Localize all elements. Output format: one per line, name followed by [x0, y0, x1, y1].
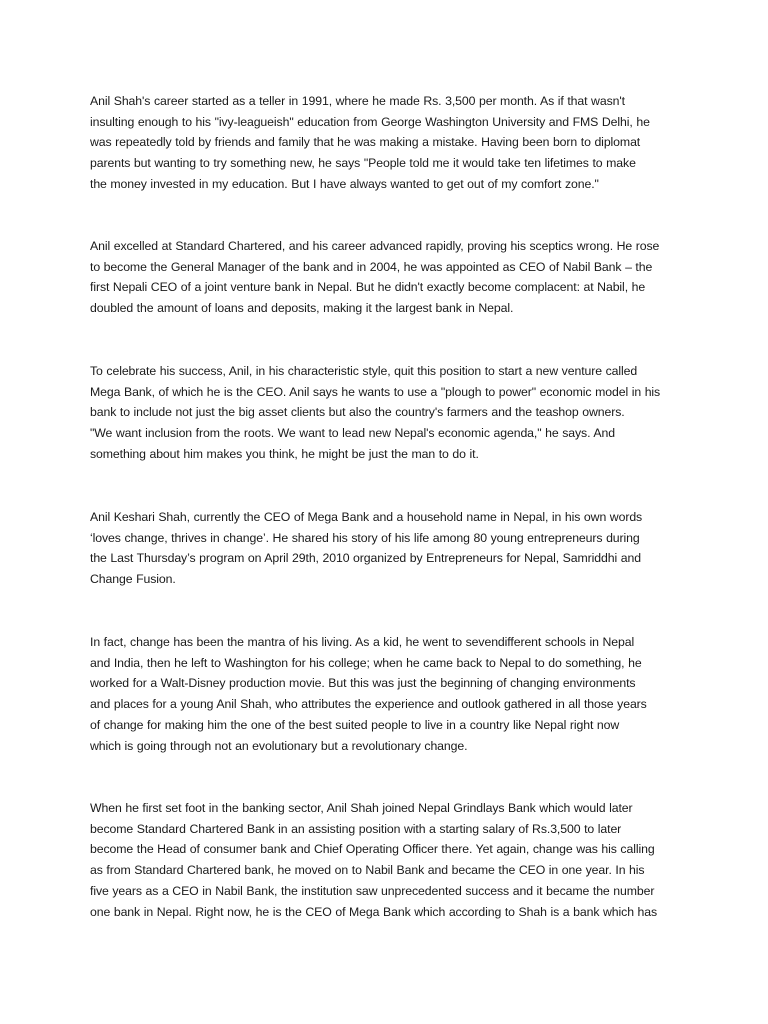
text-line: something about him makes you think, he might be just the man to do it. — [90, 446, 479, 461]
text-line: become the Head of consumer bank and Chief Operating Officer there. Yet again, change was his calling — [90, 842, 655, 857]
text-line: bank to include not just the big asset clients but also the country's farmers and the teashop owners. — [90, 405, 625, 420]
text-line: and places for a young Anil Shah, who attributes the experience and outlook gathered in all those years — [90, 697, 647, 712]
text-line: ‘loves change, thrives in change’. He shared his story of his life among 80 young entrepreneurs during — [90, 530, 640, 545]
text-line: Mega Bank, of which he is the CEO. Anil says he wants to use a "plough to power" economic model in his — [90, 384, 661, 399]
paragraph-mega-bank — [90, 361, 690, 465]
text-line: "We want inclusion from the roots. We want to lead new Nepal's economic agenda," he says. And — [90, 426, 615, 441]
paragraph-career-start — [90, 91, 690, 195]
text-line: Anil Keshari Shah, currently the CEO of Mega Bank and a household name in Nepal, in his own words — [90, 510, 643, 524]
text-line: as from Standard Chartered bank, he moved on to Nabil Bank and became the CEO in one year. In his — [90, 863, 645, 878]
text-line: was repeatedly told by friends and family that he was making a mistake. Having been born to diplomat — [90, 135, 641, 150]
text-line: Anil Shah's career started as a teller in 1991, where he made Rs. 3,500 per month. As if that wasn't — [90, 94, 625, 108]
text-line: of change for making him the one of the best suited people to live in a country like Nepal right now — [90, 717, 620, 732]
text-line: five years as a CEO in Nabil Bank, the institution saw unprecedented success and it became the number — [90, 883, 655, 898]
text-line: Anil excelled at Standard Chartered, and his career advanced rapidly, proving his sceptics wrong. He rose — [90, 239, 660, 253]
paragraph-standard-chartered — [90, 236, 690, 319]
paragraph-mantra-of-change — [90, 632, 690, 756]
text-line: Change Fusion. — [90, 572, 176, 587]
text-line: and India, then he left to Washington for his college; when he came back to Nepal to do something, he — [90, 655, 642, 670]
text-line: insulting enough to his "ivy-leagueish" education from George Washington University and FMS Delhi, he — [90, 114, 650, 129]
text-line: the money invested in my education. But I have always wanted to get out of my comfort zone." — [90, 176, 599, 191]
text-line: When he first set foot in the banking sector, Anil Shah joined Nepal Grindlays Bank which would later — [90, 801, 633, 815]
text-line: the Last Thursday’s program on April 29th, 2010 organized by Entrepreneurs for Nepal, Samriddhi and — [90, 551, 641, 566]
text-line: become Standard Chartered Bank in an assisting position with a starting salary of Rs.3,500 to later — [90, 821, 622, 836]
text-line: parents but wanting to try something new, he says "People told me it would take ten lifetimes to make — [90, 156, 636, 171]
text-line: to become the General Manager of the bank and in 2004, he was appointed as CEO of Nabil Bank – the — [90, 259, 653, 274]
paragraph-loves-change — [90, 507, 690, 590]
text-line: one bank in Nepal. Right now, he is the CEO of Mega Bank which according to Shah is a bank which has — [90, 904, 658, 919]
text-line: In fact, change has been the mantra of his living. As a kid, he went to sevendifferent schools in Nepal — [90, 635, 635, 649]
text-line: first Nepali CEO of a joint venture bank in Nepal. But he didn't exactly become complacent: at Nabil, he — [90, 280, 646, 295]
text-line: To celebrate his success, Anil, in his characteristic style, quit this position to start a new venture called — [90, 364, 638, 378]
paragraph-banking-sector — [90, 798, 690, 922]
text-line: which is going through not an evolutionary but a revolutionary change. — [90, 738, 468, 753]
text-line: doubled the amount of loans and deposits, making it the largest bank in Nepal. — [90, 301, 514, 316]
text-line: worked for a Walt-Disney production movie. But this was just the beginning of changing environments — [90, 676, 636, 691]
